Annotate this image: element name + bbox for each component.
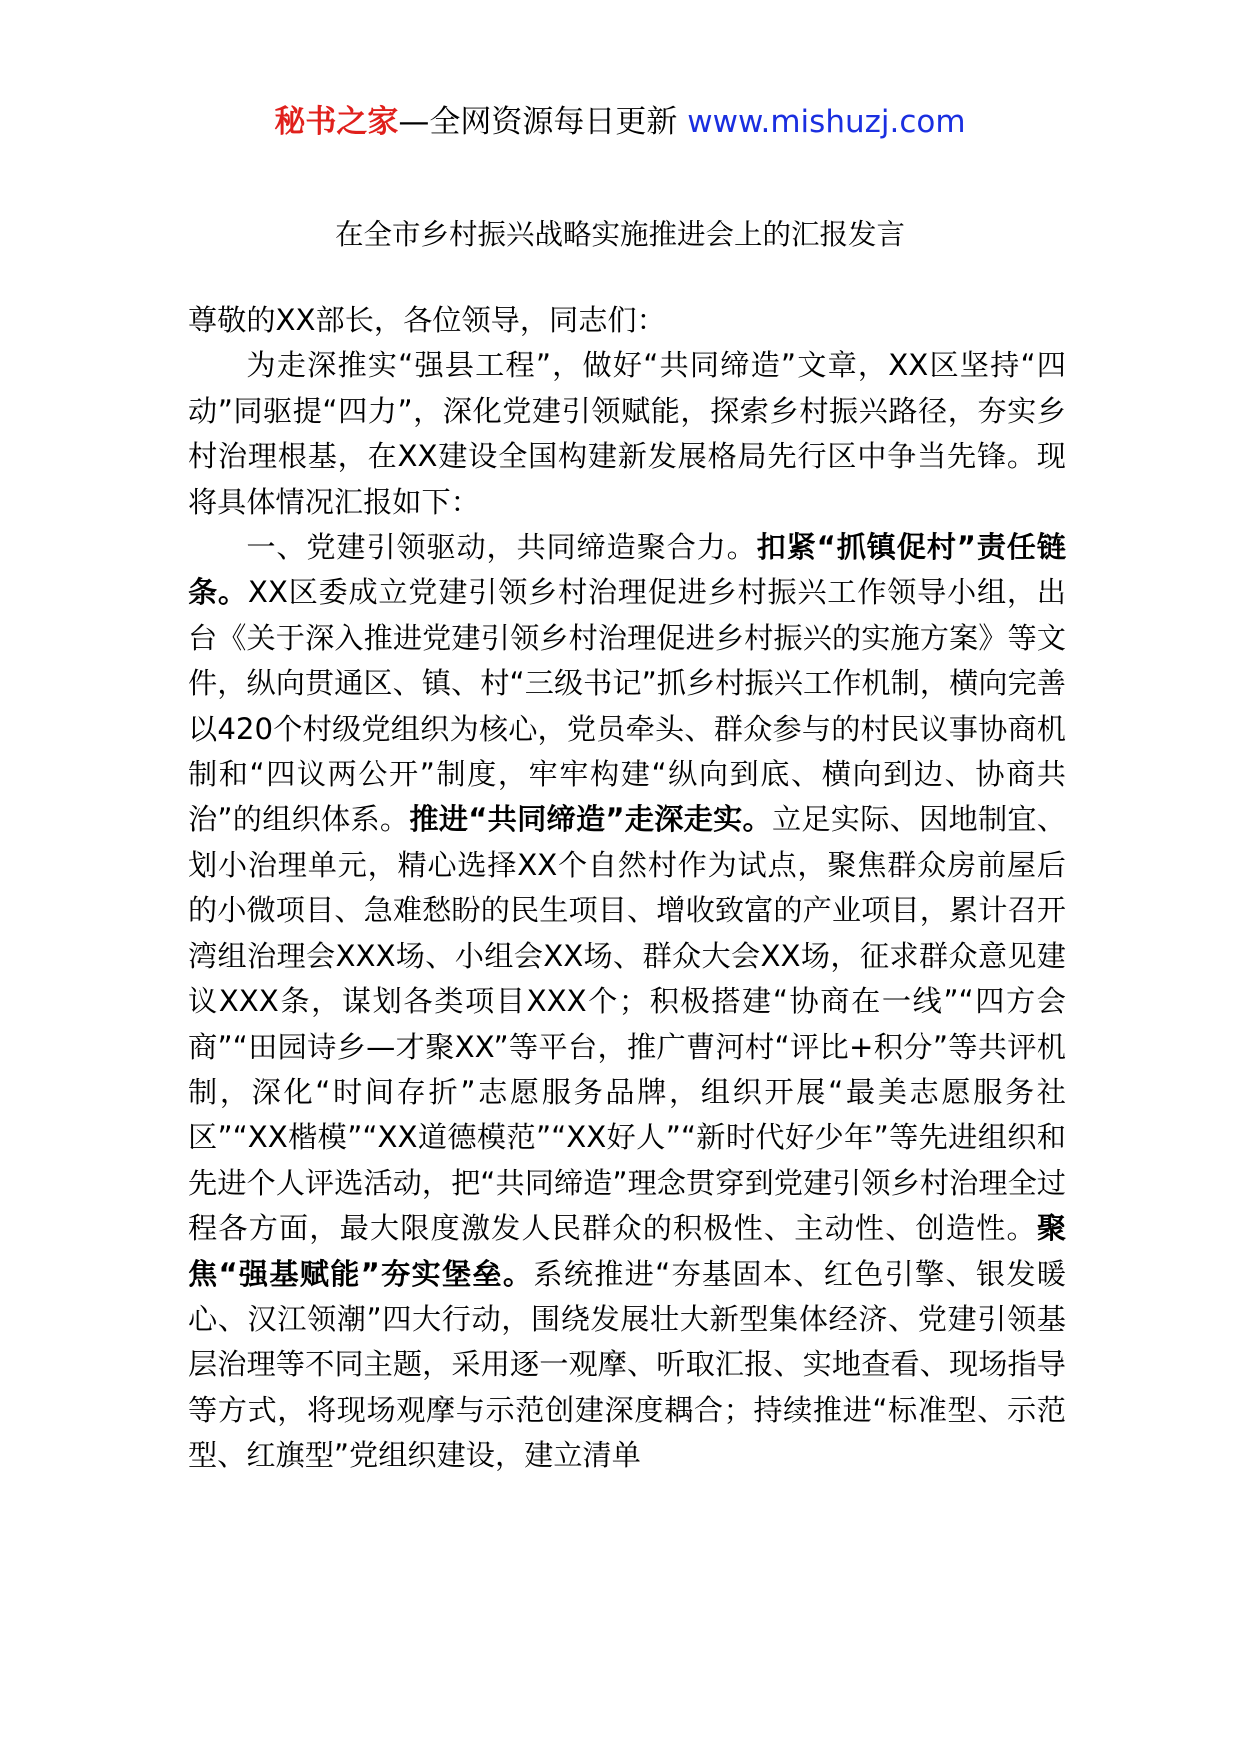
section-1-bold-lead-2: 推进“共同缔造”走深走实。 bbox=[409, 802, 772, 837]
header-tagline: —全网资源每日更新 bbox=[398, 104, 688, 140]
section-1-text-1: XX区委成立党建引领乡村治理促进乡村振兴工作领导小组，出台《关于深入推进党建引领乡村治理促进乡村振兴的实施方案》等文件，纵向贯通区、镇、村“三级书记”抓乡村振兴工作机制，横向完善以420个村级党组织为核心，党员牵头、群众参与的村民议事协商机制和“四议两公开”制度，牢牢构建“纵向到底、横向到边、协商共治”的组织体系。 bbox=[188, 575, 1066, 837]
website-link[interactable]: www.mishuzj.com bbox=[687, 104, 966, 140]
document-title: 在全市乡村振兴战略实施推进会上的汇报发言 bbox=[334, 218, 905, 251]
intro-paragraph: 为走深推实“强县工程”，做好“共同缔造”文章，XX区坚持“四动”同驱提“四力”，深化党建引领赋能，探索乡村振兴路径，夯实乡村治理根基，在XX建设全国构建新发展格局先行区中争当先锋。现将具体情况汇报如下： bbox=[188, 348, 1066, 519]
section-1-text-3: 系统推进“夯基固本、红色引擎、银发暖心、汉江领潮”四大行动，围绕发展壮大新型集体经济、党建引领基层治理等不同主题，采用逐一观摩、听取汇报、实地查看、现场指导等方式，将现场观摩与示范创建深度耦合；持续推进“标准型、示范型、红旗型”党组织建设，建立清单 bbox=[188, 1256, 1066, 1473]
section-1-paragraph bbox=[188, 525, 1066, 1479]
salutation: 尊敬的XX部长，各位领导，同志们： bbox=[188, 303, 666, 337]
section-1-bold-lead-3: 聚焦“强基赋能”夯实堡垒。 bbox=[188, 1211, 1066, 1291]
section-1-text-2: 立足实际、因地制宜、划小治理单元，精心选择XX个自然村作为试点，聚焦群众房前屋后的小微项目、急难愁盼的民生项目、增收致富的产业项目，累计召开湾组治理会XXX场、小组会XX场、群众大会XX场，征求群众意见建议XXX条，谋划各类项目XXX个；积极搭建“协商在一线”“四方会商”“田园诗乡—才聚XX”等平台，推广曹河村“评比+积分”等共评机制，深化“时间存折”志愿服务品牌，组织开展“最美志愿服务社区”“XX楷模”“XX道德模范”“XX好人”“新时代好少年”等先进组织和先进个人评选活动，把“共同缔造”理念贯穿到党建引领乡村治理全过程各方面，最大限度激发人民群众的积极性、主动性、创造性。 bbox=[188, 802, 1067, 1246]
brand-name: 秘书之家 bbox=[274, 104, 399, 140]
site-header bbox=[0, 98, 1240, 146]
section-1-bold-lead-1: 扣紧“抓镇促村”责任链条。 bbox=[188, 530, 1066, 610]
section-1-heading: 一、党建引领驱动，共同缔造聚合力。 bbox=[246, 530, 757, 565]
document-body bbox=[188, 298, 1066, 1479]
